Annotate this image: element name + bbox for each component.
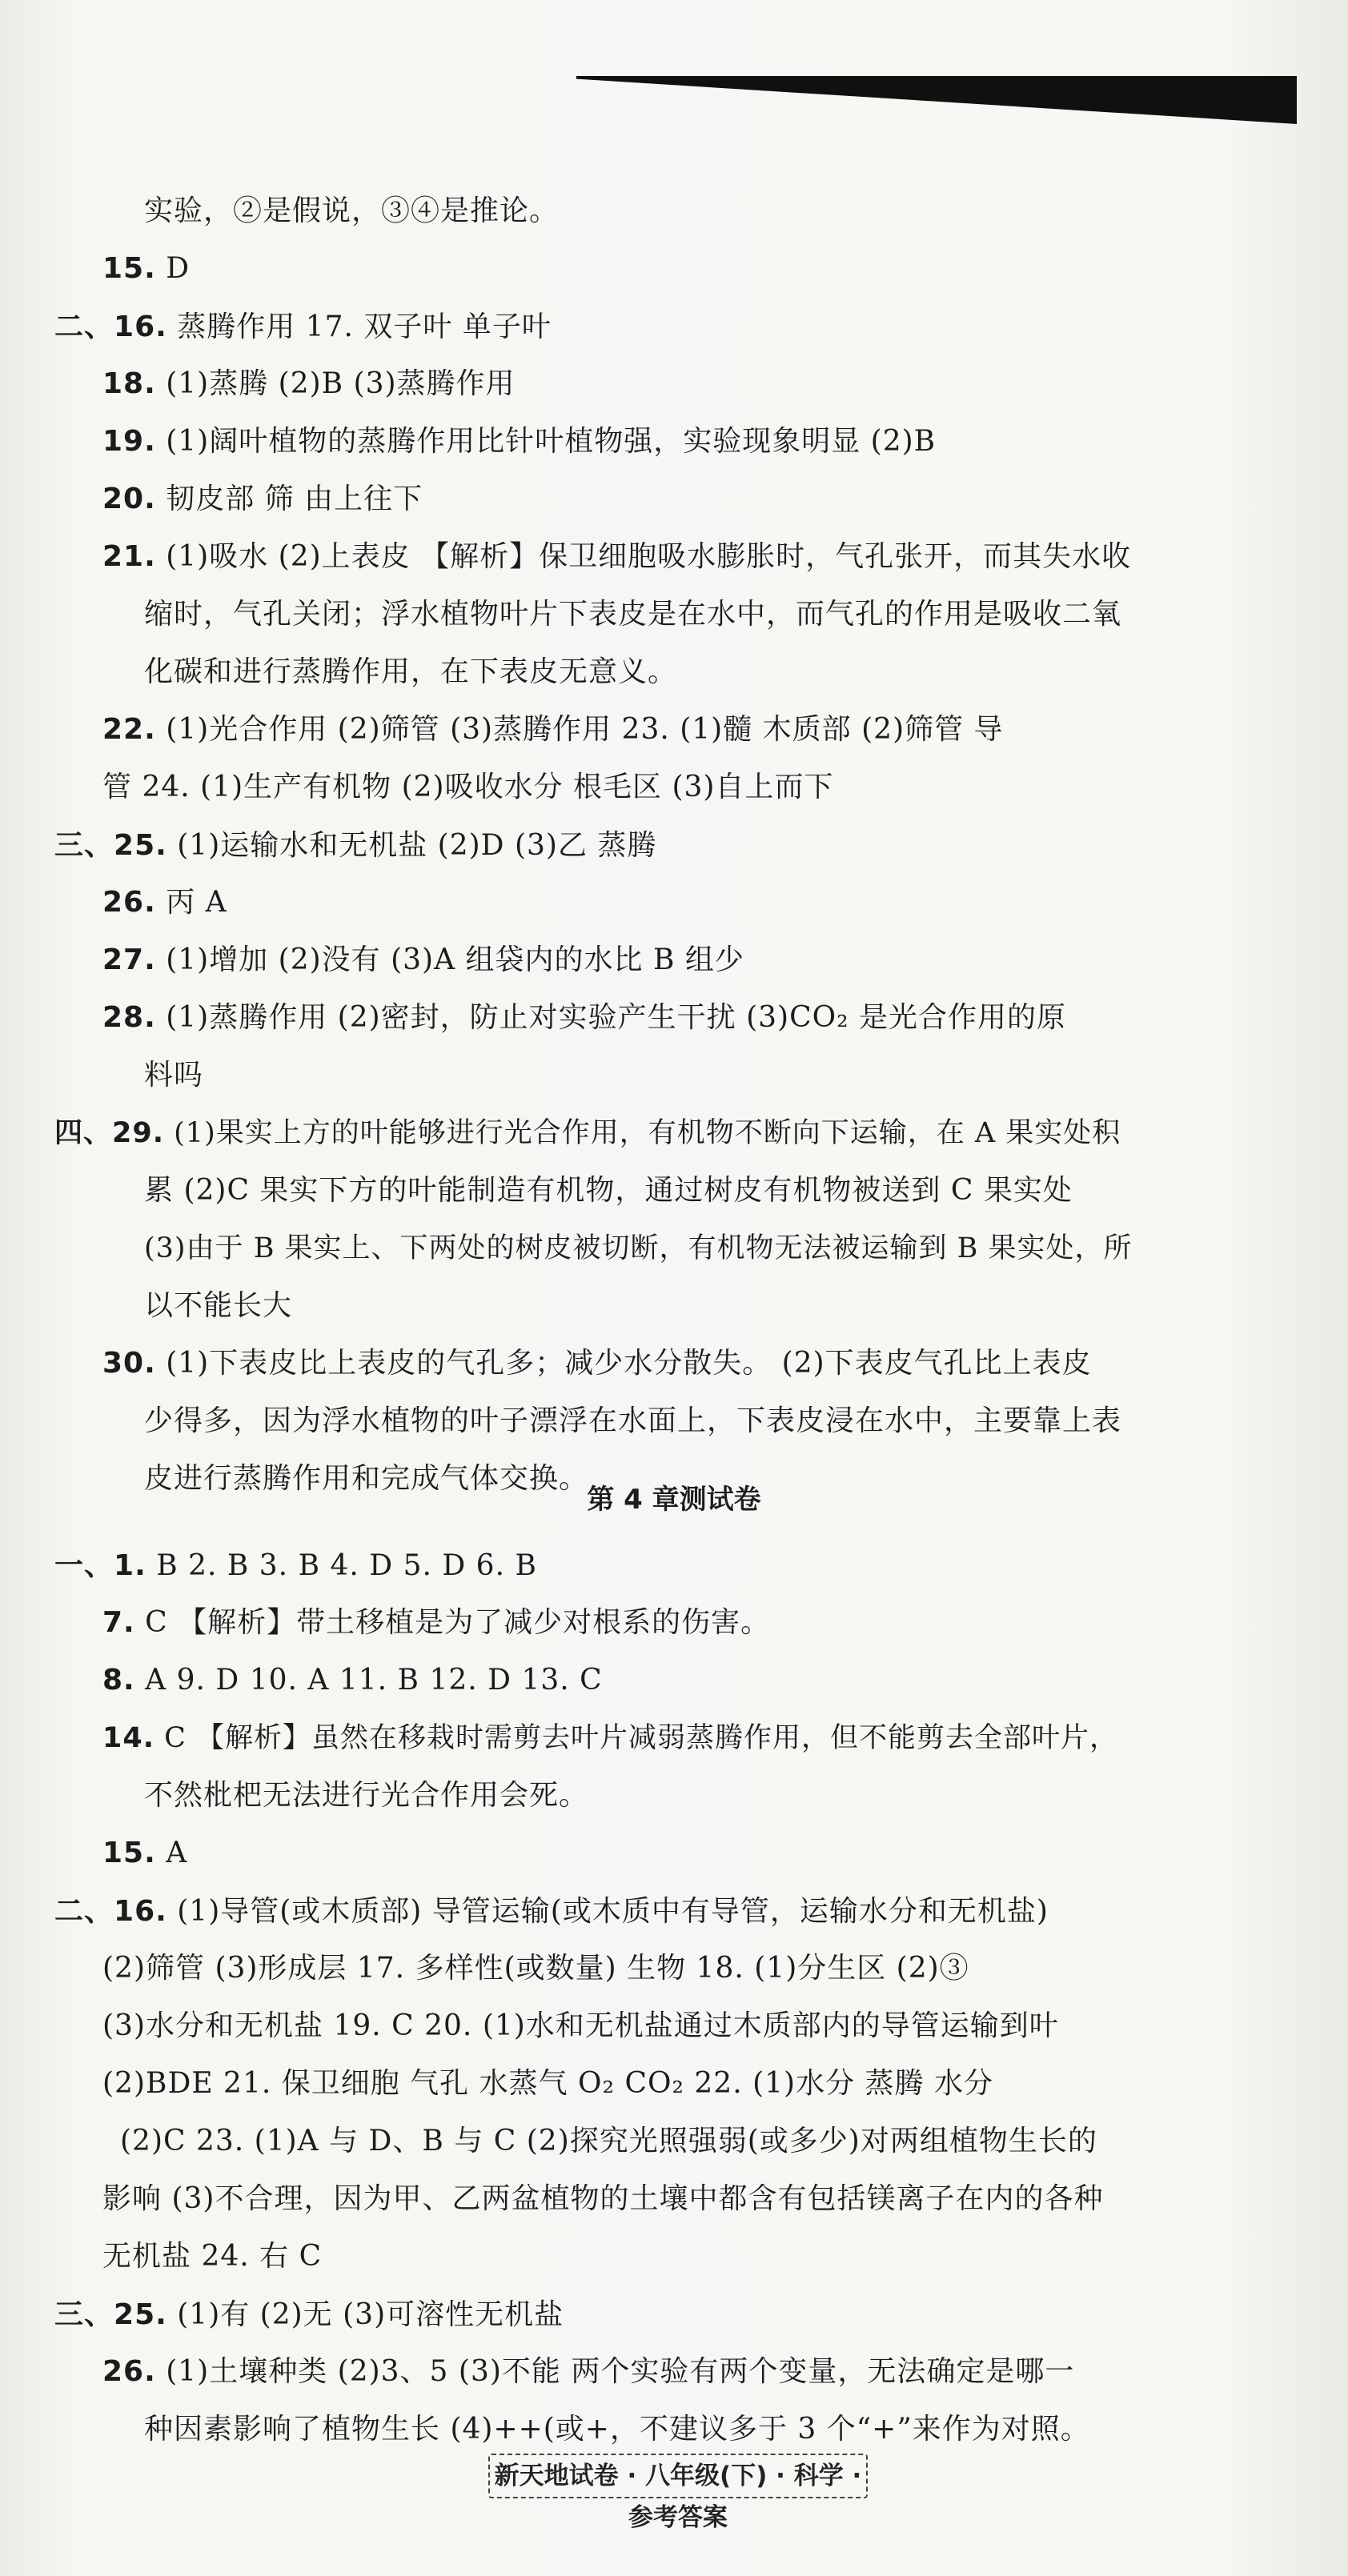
section-prefix: 三、 xyxy=(54,828,114,862)
question-number: 27. xyxy=(102,943,156,976)
answer-text: 缩时，气孔关闭；浮水植物叶片下表皮是在水中，而气孔的作用是吸收二氧 xyxy=(144,598,1122,631)
answer-text: 蒸腾作用 17. 双子叶 单子叶 xyxy=(166,310,552,343)
answer-line xyxy=(102,1661,603,1700)
answer-text: 实验，②是假说，③④是推论。 xyxy=(144,194,560,227)
answer-line xyxy=(102,941,744,980)
answer-line xyxy=(144,1229,1133,1268)
answer-text: (3)水分和无机盐 19. C 20. (1)水和无机盐通过木质部内的导管运输到叶 xyxy=(102,2009,1059,2042)
answer-text: D xyxy=(155,252,191,285)
question-number: 19. xyxy=(102,425,156,458)
answer-text: (1)吸水 (2)上表皮 【解析】保卫细胞吸水膨胀时，气孔张开，而其失水收 xyxy=(155,540,1132,573)
answer-line xyxy=(102,480,423,519)
question-number: 1. xyxy=(114,1549,146,1582)
answer-text: 丙 A xyxy=(155,886,227,919)
question-number: 18. xyxy=(102,367,156,400)
answer-line xyxy=(102,423,936,461)
question-number: 8. xyxy=(102,1664,135,1697)
answer-line xyxy=(102,365,516,403)
answer-text: 管 24. (1)生产有机物 (2)吸收水分 根毛区 (3)自上而下 xyxy=(102,771,834,803)
page-footer: 新天地试卷 · 八年级(下) · 科学 · 参考答案 xyxy=(488,2454,868,2498)
answer-text: (1)光合作用 (2)筛管 (3)蒸腾作用 23. (1)髓 木质部 (2)筛管 导 xyxy=(155,713,1004,746)
question-number: 21. xyxy=(102,540,156,573)
answer-text: 化碳和进行蒸腾作用，在下表皮无意义。 xyxy=(144,655,678,688)
question-number: 26. xyxy=(102,2355,156,2388)
answer-line xyxy=(54,1892,1049,1931)
answer-text: A 9. D 10. A 11. B 12. D 13. C xyxy=(134,1664,603,1697)
answer-line xyxy=(144,192,559,230)
question-number: 20. xyxy=(102,483,156,515)
section-prefix: 三、 xyxy=(54,2298,114,2331)
answer-text: 少得多，因为浮水植物的叶子漂浮在水面上，下表皮浸在水中，主要靠上表 xyxy=(144,1404,1122,1437)
answer-line xyxy=(144,1287,292,1325)
answer-text: (1)果实上方的叶能够进行光合作用，有机物不断向下运输，在 A 果实处积 xyxy=(164,1117,1121,1149)
answer-line xyxy=(144,595,1121,634)
answer-text: (1)下表皮比上表皮的气孔多；减少水分散失。 (2)下表皮气孔比上表皮 xyxy=(155,1347,1092,1380)
answer-text: (2)C 23. (1)A 与 D、B 与 C (2)探究光照强弱(或多少)对两组植物生长的 xyxy=(120,2125,1097,2157)
answer-text: 以不能长大 xyxy=(144,1289,293,1322)
section-prefix: 二、 xyxy=(54,1894,114,1928)
answer-text: B 2. B 3. B 4. D 5. D 6. B xyxy=(146,1549,537,1582)
answer-text: (2)筛管 (3)形成层 17. 多样性(或数量) 生物 18. (1)分生区 (2)③ xyxy=(102,1952,969,1985)
question-number: 29. xyxy=(112,1117,165,1149)
answer-text: (1)土壤种类 (2)3、5 (3)不能 两个实验有两个变量，无法确定是哪一 xyxy=(155,2355,1075,2388)
answer-line xyxy=(102,538,1131,576)
answer-line xyxy=(102,883,227,922)
answer-line xyxy=(144,1056,203,1095)
answer-text: 料吗 xyxy=(144,1059,204,1092)
answer-line xyxy=(102,1719,1118,1757)
question-number: 28. xyxy=(102,1001,156,1034)
answer-text: (1)阔叶植物的蒸腾作用比针叶植物强，实验现象明显 (2)B xyxy=(155,425,937,458)
answer-line xyxy=(54,1114,1121,1152)
answer-line xyxy=(102,2180,1103,2218)
answer-line xyxy=(144,2410,1090,2449)
answer-line xyxy=(102,2065,993,2103)
section-prefix: 二、 xyxy=(54,310,114,343)
question-number: 25. xyxy=(114,829,167,862)
answer-line xyxy=(102,768,833,807)
answer-text: (1)导管(或木质部) 导管运输(或木质中有导管，运输水分和无机盐) xyxy=(166,1895,1049,1928)
answer-text: (1)增加 (2)没有 (3)A 组袋内的水比 B 组少 xyxy=(155,943,744,976)
answer-line xyxy=(102,999,1066,1037)
question-number: 16. xyxy=(114,310,167,343)
question-number: 15. xyxy=(102,1837,156,1869)
answer-text: (1)蒸腾作用 (2)密封，防止对实验产生干扰 (3)CO₂ 是光合作用的原 xyxy=(155,1001,1067,1034)
answer-text: A xyxy=(155,1837,188,1869)
question-number: 26. xyxy=(102,886,156,919)
answer-line xyxy=(144,1172,1073,1210)
answer-text: 皮进行蒸腾作用和完成气体交换。 xyxy=(144,1462,589,1495)
answer-line xyxy=(120,2122,1097,2161)
answer-text: 种因素影响了植物生长 (4)++(或+，不建议多于 3 个“+”来作为对照。 xyxy=(144,2413,1090,2446)
question-number: 16. xyxy=(114,1895,167,1928)
answer-line xyxy=(102,1949,969,1988)
answer-line xyxy=(54,1546,537,1585)
scan-shadow-corner xyxy=(576,76,1297,124)
question-number: 30. xyxy=(102,1347,156,1380)
section-prefix: 四、 xyxy=(54,1116,113,1149)
answer-text: (3)由于 B 果实上、下两处的树皮被切断，有机物无法被运输到 B 果实处，所 xyxy=(144,1232,1133,1264)
answer-line xyxy=(54,2295,564,2334)
answer-text: 不然枇杷无法进行光合作用会死。 xyxy=(144,1779,589,1812)
answer-line xyxy=(102,2353,1074,2391)
section-prefix: 一、 xyxy=(54,1548,114,1582)
question-number: 14. xyxy=(102,1722,155,1754)
answer-line xyxy=(102,1834,187,1873)
answer-text: C 【解析】虽然在移栽时需剪去叶片减弱蒸腾作用，但不能剪去全部叶片， xyxy=(154,1722,1119,1754)
answer-text: (2)BDE 21. 保卫细胞 气孔 水蒸气 O₂ CO₂ 22. (1)水分 蒸腾 水分 xyxy=(102,2067,993,2100)
answer-text: 累 (2)C 果实下方的叶能制造有机物，通过树皮有机物被送到 C 果实处 xyxy=(144,1174,1073,1207)
answer-line xyxy=(144,1777,588,1815)
answer-line xyxy=(144,1402,1121,1440)
answer-line xyxy=(102,2237,322,2276)
answer-line xyxy=(102,1344,1092,1383)
answer-line xyxy=(54,826,656,865)
answer-text: 韧皮部 筛 由上往下 xyxy=(155,483,423,515)
answer-line xyxy=(102,1604,770,1642)
question-number: 7. xyxy=(102,1606,135,1639)
answer-text: C 【解析】带土移植是为了减少对根系的伤害。 xyxy=(134,1606,771,1639)
answer-text: 无机盐 24. 右 C xyxy=(102,2240,323,2273)
answer-text: 影响 (3)不合理，因为甲、乙两盆植物的土壤中都含有包括镁离子在内的各种 xyxy=(102,2182,1104,2215)
answer-text: (1)蒸腾 (2)B (3)蒸腾作用 xyxy=(155,367,516,400)
question-number: 22. xyxy=(102,713,156,746)
answer-text: (1)运输水和无机盐 (2)D (3)乙 蒸腾 xyxy=(166,829,657,862)
answer-line xyxy=(144,653,677,691)
question-number: 25. xyxy=(114,2298,167,2331)
question-number: 15. xyxy=(102,252,156,285)
chapter-heading: 第 4 章测试卷 xyxy=(587,1484,761,1516)
answer-line xyxy=(102,250,190,288)
answer-line xyxy=(54,307,552,347)
answer-line xyxy=(102,711,1004,749)
answer-text: (1)有 (2)无 (3)可溶性无机盐 xyxy=(166,2298,564,2331)
answer-line xyxy=(102,2007,1059,2045)
